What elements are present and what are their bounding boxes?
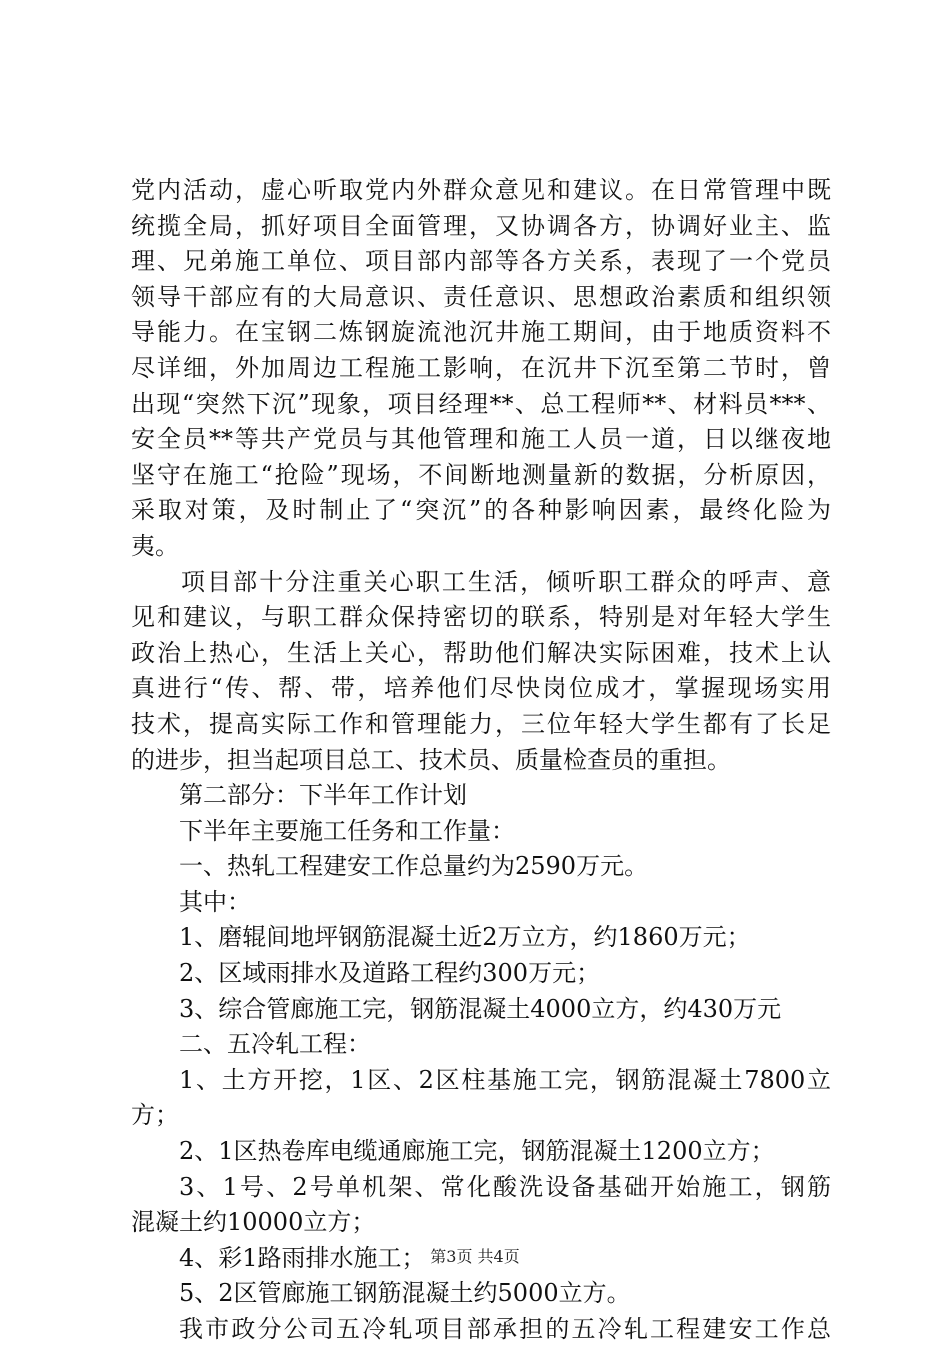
list-item-continued: 混凝土约10000立方； [131,1208,376,1237]
body-line: 出现“突然下沉”现象，项目经理**、总工程师**、材料员***、 [131,389,831,418]
list-item: 4、彩1路雨排水施工； [179,1243,426,1272]
body-line: 技术，提高实际工作和管理能力，三位年轻大学生都有了长足 [131,709,831,738]
body-line: 下半年主要施工任务和工作量： [179,816,515,845]
body-line: 安全员**等共产党员与其他管理和施工人员一道，日以继夜地 [131,425,831,454]
body-line: 党内活动，虚心听取党内外群众意见和建议。在日常管理中既 [131,176,831,204]
body-line: 的进步，担当起项目总工、技术员、质量检查员的重担。 [131,745,731,774]
list-item: 5、2区管廊施工钢筋混凝土约5000立方。 [179,1279,631,1308]
body-line: 政治上热心，生活上关心，帮助他们解决实际困难，技术上认 [131,638,831,667]
section-heading: 第二部分：下半年工作计划 [179,781,467,810]
body-line: 项目部十分注重关心职工生活，倾听职工群众的呼声、意 [181,567,831,596]
body-line: 领导干部应有的大局意识、责任意识、思想政治素质和组织领 [131,282,831,311]
list-item: 2、1区热卷库电缆通廊施工完，钢筋混凝土1200立方； [179,1137,775,1166]
body-line: 其中： [179,887,251,916]
body-line: 见和建议，与职工群众保持密切的联系，特别是对年轻大学生 [131,603,831,632]
body-line: 尽详细，外加周边工程施工影响，在沉井下沉至第二节时，曾 [131,353,831,382]
list-item: 1、磨辊间地坪钢筋混凝土近2万立方，约1860万元； [179,923,751,952]
list-item: 3、1号、2号单机架、常化酸洗设备基础开始施工，钢筋 [179,1172,831,1201]
body-line: 一、热轧工程建安工作总量约为2590万元。 [179,852,649,881]
list-item: 3、综合管廊施工完，钢筋混凝土4000立方，约430万元 [179,994,782,1023]
body-line: 夷。 [131,531,179,560]
body-line: 采取对策，及时制止了“突沉”的各种影响因素，最终化险为 [131,496,831,525]
body-line: 二、五冷轧工程： [179,1030,371,1059]
document-body [131,173,831,1348]
list-item: 1、土方开挖，1区、2区柱基施工完，钢筋混凝土7800立 [179,1065,831,1094]
body-line: 统揽全局，抓好项目全面管理，又协调各方，协调好业主、监 [131,211,831,240]
body-line: 理、兄弟施工单位、项目部内部等各方关系，表现了一个党员 [131,247,831,276]
body-line: 导能力。在宝钢二炼钢旋流池沉井施工期间，由于地质资料不 [131,318,831,347]
body-line: 我市政分公司五冷轧项目部承担的五冷轧工程建安工作总 [179,1315,831,1343]
body-line: 真进行“传、帮、带，培养他们尽快岗位成才，掌握现场实用 [131,674,831,703]
body-line: 坚守在施工“抢险”现场，不间断地测量新的数据，分析原因， [131,460,831,489]
list-item-continued: 方； [131,1101,179,1130]
page-footer: 第3页 共4页 [430,1247,520,1266]
list-item: 2、区域雨排水及道路工程约300万元； [179,959,601,988]
